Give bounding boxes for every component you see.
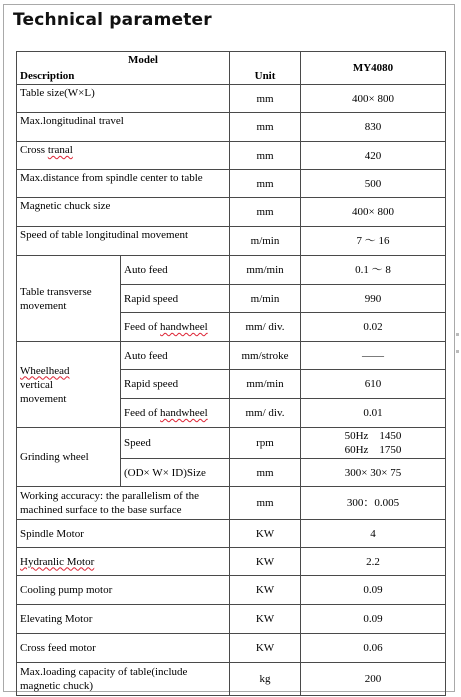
row-desc: Speed of table longitudinal movement	[17, 227, 230, 256]
table-row	[17, 548, 446, 576]
row-unit: mm/min	[230, 256, 301, 285]
row-value: 0.02	[301, 313, 446, 342]
sub-label: (OD× W× ID)Size	[121, 459, 230, 487]
table-row	[17, 605, 446, 634]
row-desc: Spindle Motor	[17, 520, 230, 548]
row-value: ——	[301, 342, 446, 370]
row-value: 0.06	[301, 634, 446, 663]
speed-value-60hz: 60Hz 1750	[344, 444, 402, 456]
margin-marker	[456, 333, 459, 336]
row-unit: mm	[230, 113, 301, 142]
spec-table	[16, 51, 446, 696]
row-value: 0.09	[301, 605, 446, 634]
row-value: 990	[301, 285, 446, 313]
row-unit: mm	[230, 170, 301, 198]
table-row	[17, 85, 446, 113]
speed-values	[345, 429, 402, 457]
row-unit: mm	[230, 142, 301, 170]
row-value: 400× 800	[301, 198, 446, 227]
row-unit: mm	[230, 459, 301, 487]
sub-label: Rapid speed	[121, 370, 230, 399]
group-label: Wheelhead	[20, 364, 70, 377]
row-value: 0.09	[301, 576, 446, 605]
row-unit: mm/stroke	[230, 342, 301, 370]
row-desc	[17, 487, 230, 520]
row-desc-text: Cross	[20, 144, 48, 156]
group-table-transverse	[17, 256, 121, 342]
row-unit: mm/ div.	[230, 313, 301, 342]
row-value: 300× 30× 75	[301, 459, 446, 487]
row-desc	[17, 548, 230, 576]
row-value: 610	[301, 370, 446, 399]
sub-label: Auto feed	[121, 256, 230, 285]
row-unit: KW	[230, 605, 301, 634]
row-value: 0.1 ～ 8	[301, 256, 446, 285]
row-value: 2.2	[301, 548, 446, 576]
row-desc-line: magnetic chuck)	[20, 680, 93, 692]
sub-label-text: Feed of	[124, 321, 161, 333]
header-model: Model	[128, 54, 158, 66]
row-unit: KW	[230, 634, 301, 663]
row-unit: m/min	[230, 227, 301, 256]
row-value: 830	[301, 113, 446, 142]
row-value: 400× 800	[301, 85, 446, 113]
group-grinding-wheel: Grinding wheel	[17, 428, 121, 487]
table-row	[17, 142, 446, 170]
row-desc: Max.distance from spindle center to table	[17, 170, 230, 198]
header-model-description	[17, 52, 230, 85]
row-desc-line: machined surface to the base surface	[20, 504, 182, 516]
header-model-name: MY4080	[301, 52, 446, 85]
row-desc-line: Max.loading capacity of table(include	[20, 666, 188, 678]
table-row	[17, 113, 446, 142]
row-unit: KW	[230, 576, 301, 605]
row-desc-line: Working accuracy: the parallelism of the	[20, 490, 200, 502]
row-desc: Cross feed motor	[17, 634, 230, 663]
row-desc	[17, 663, 230, 696]
header-unit: Unit	[230, 52, 301, 85]
table-row	[17, 342, 446, 370]
table-row	[17, 520, 446, 548]
table-row	[17, 634, 446, 663]
row-unit: m/min	[230, 285, 301, 313]
sub-label: Rapid speed	[121, 285, 230, 313]
sub-label-text-flagged: handwheel	[160, 321, 208, 333]
group-label: movement	[20, 299, 67, 312]
row-unit: mm	[230, 487, 301, 520]
table-row	[17, 170, 446, 198]
sub-label	[121, 399, 230, 428]
sub-label-text-flagged: handwheel	[160, 407, 208, 419]
row-desc: Table size(W×L)	[17, 85, 230, 113]
row-desc-text-flagged: Hydranlic Motor	[20, 555, 95, 568]
row-value: 500	[301, 170, 446, 198]
sub-label-text: Feed of	[124, 407, 161, 419]
row-unit: mm/min	[230, 370, 301, 399]
group-wheelhead-vertical	[17, 342, 121, 428]
table-row	[17, 663, 446, 696]
sub-label	[121, 313, 230, 342]
table-row	[17, 487, 446, 520]
group-label: Table transverse	[20, 285, 92, 298]
row-desc: Cooling pump motor	[17, 576, 230, 605]
table-row	[17, 576, 446, 605]
row-desc	[17, 142, 230, 170]
row-value: 200	[301, 663, 446, 696]
row-unit: mm/ div.	[230, 399, 301, 428]
sub-label: Speed	[121, 428, 230, 459]
row-unit: KW	[230, 548, 301, 576]
row-unit: mm	[230, 85, 301, 113]
table-row	[17, 428, 446, 459]
table-row	[17, 227, 446, 256]
table-row	[17, 198, 446, 227]
row-value: 7 ～ 16	[301, 227, 446, 256]
row-unit: rpm	[230, 428, 301, 459]
header-row	[17, 52, 446, 85]
group-label: vertical	[20, 378, 53, 391]
table-row	[17, 256, 446, 285]
row-value	[301, 428, 446, 459]
row-desc: Magnetic chuck size	[17, 198, 230, 227]
margin-marker	[456, 350, 459, 353]
row-unit: kg	[230, 663, 301, 696]
row-value: 420	[301, 142, 446, 170]
row-desc-text-flagged: tranal	[47, 144, 73, 156]
row-desc: Elevating Motor	[17, 605, 230, 634]
page-title: Technical parameter	[13, 10, 212, 30]
header-description: Description	[20, 70, 75, 82]
row-value: 4	[301, 520, 446, 548]
row-desc: Max.longitudinal travel	[17, 113, 230, 142]
row-value: 300：0.005	[301, 487, 446, 520]
speed-value-50hz: 50Hz 1450	[344, 430, 402, 442]
group-label: movement	[20, 392, 67, 405]
row-unit: mm	[230, 198, 301, 227]
row-value: 0.01	[301, 399, 446, 428]
row-unit: KW	[230, 520, 301, 548]
sub-label: Auto feed	[121, 342, 230, 370]
